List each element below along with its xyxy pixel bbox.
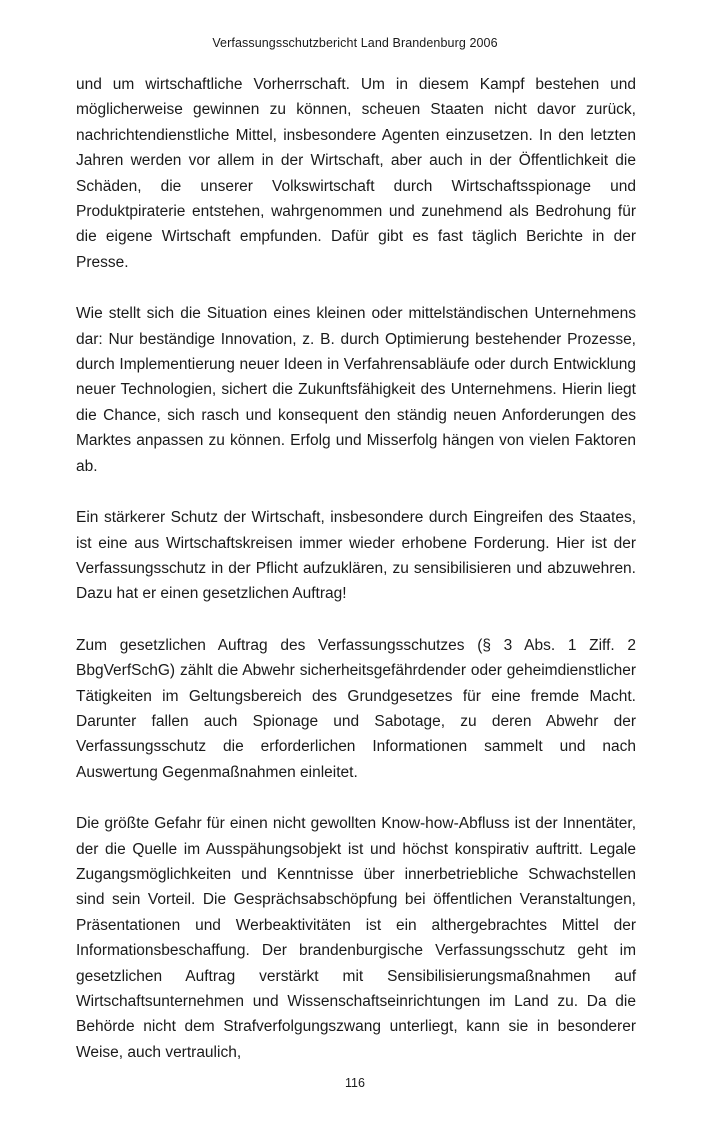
paragraph-3: Ein stärkerer Schutz der Wirtschaft, insbesondere durch Eingreifen des Staates, ist eine aus Wirtschaftskreisen immer wieder erhobene Forderung. Hier ist der Verfassungsschutz in der Pflicht aufzuklären, zu sensibilisieren und abzuwehren. Dazu hat er einen gesetzlichen Auftrag!: [76, 509, 636, 603]
paragraph-5: Die größte Gefahr für einen nicht gewollten Know-how-Abfluss ist der Innentäter, der die Quelle im Ausspähungsobjekt ist und höchst konspirativ auftritt. Legale Zugangsmöglichkeiten und Kenntnisse über innerbetriebliche Schwachstellen sind sein Vorteil. Die Gesprächsabschöpfung bei öffentlichen Veranstaltungen, Präsentationen und Werbeaktivitäten ist ein althergebrachtes Mittel der Informationsbeschaffung. Der brandenburgische Verfassungsschutz geht im gesetzlichen Auftrag verstärkt mit Sensibilisierungsmaßnahmen auf Wirtschaftsunternehmen und Wissenschaftseinrichtungen im Land zu. Da die Behörde nicht dem Strafverfolgungszwang unterliegt, kann sie in besonderer Weise, auch vertraulich,: [76, 815, 636, 1061]
running-header: Verfassungsschutzbericht Land Brandenburg 2006: [212, 36, 498, 50]
page-number: 116: [345, 1076, 365, 1090]
body-text: [76, 72, 636, 1091]
paragraph-2: Wie stellt sich die Situation eines kleinen oder mittelständischen Unternehmens dar: Nur beständige Innovation, z. B. durch Optimierung bestehender Prozesse, durch Implementierung neuer Ideen in Verfahrensabläufe oder durch Entwicklung neuer Technologien, sichert die Zukunftsfähigkeit des Unternehmens. Hierin liegt die Chance, sich rasch und konsequent den ständig neuen Anforderungen des Marktes anpassen zu können. Erfolg und Misserfolg hängen von vielen Faktoren ab.: [76, 305, 636, 475]
paragraph-4: Zum gesetzlichen Auftrag des Verfassungsschutzes (§ 3 Abs. 1 Ziff. 2 BbgVerfSchG) zählt die Abwehr sicherheitsgefährdender oder geheimdienstlicher Tätigkeiten im Geltungsbereich des Grundgesetzes für eine fremde Macht. Darunter fallen auch Spionage und Sabotage, zu deren Abwehr der Verfassungsschutz die erforderlichen Informationen sammelt und nach Auswertung Gegenmaßnahmen einleitet.: [76, 636, 636, 781]
paragraph-1: und um wirtschaftliche Vorherrschaft. Um in diesem Kampf bestehen und möglicherweise gewinnen zu können, scheuen Staaten nicht davor zurück, nachrichtendienstliche Mittel, insbesondere Agenten einzusetzen. In den letzten Jahren werden vor allem in der Wirtschaft, aber auch in der Öffentlichkeit die Schäden, die unserer Volkswirtschaft durch Wirtschaftsspionage und Produktpiraterie entstehen, wahrgenommen und zunehmend als Bedrohung für die eigene Wirtschaft empfunden. Dafür gibt es fast täglich Berichte in der Presse.: [76, 76, 636, 271]
